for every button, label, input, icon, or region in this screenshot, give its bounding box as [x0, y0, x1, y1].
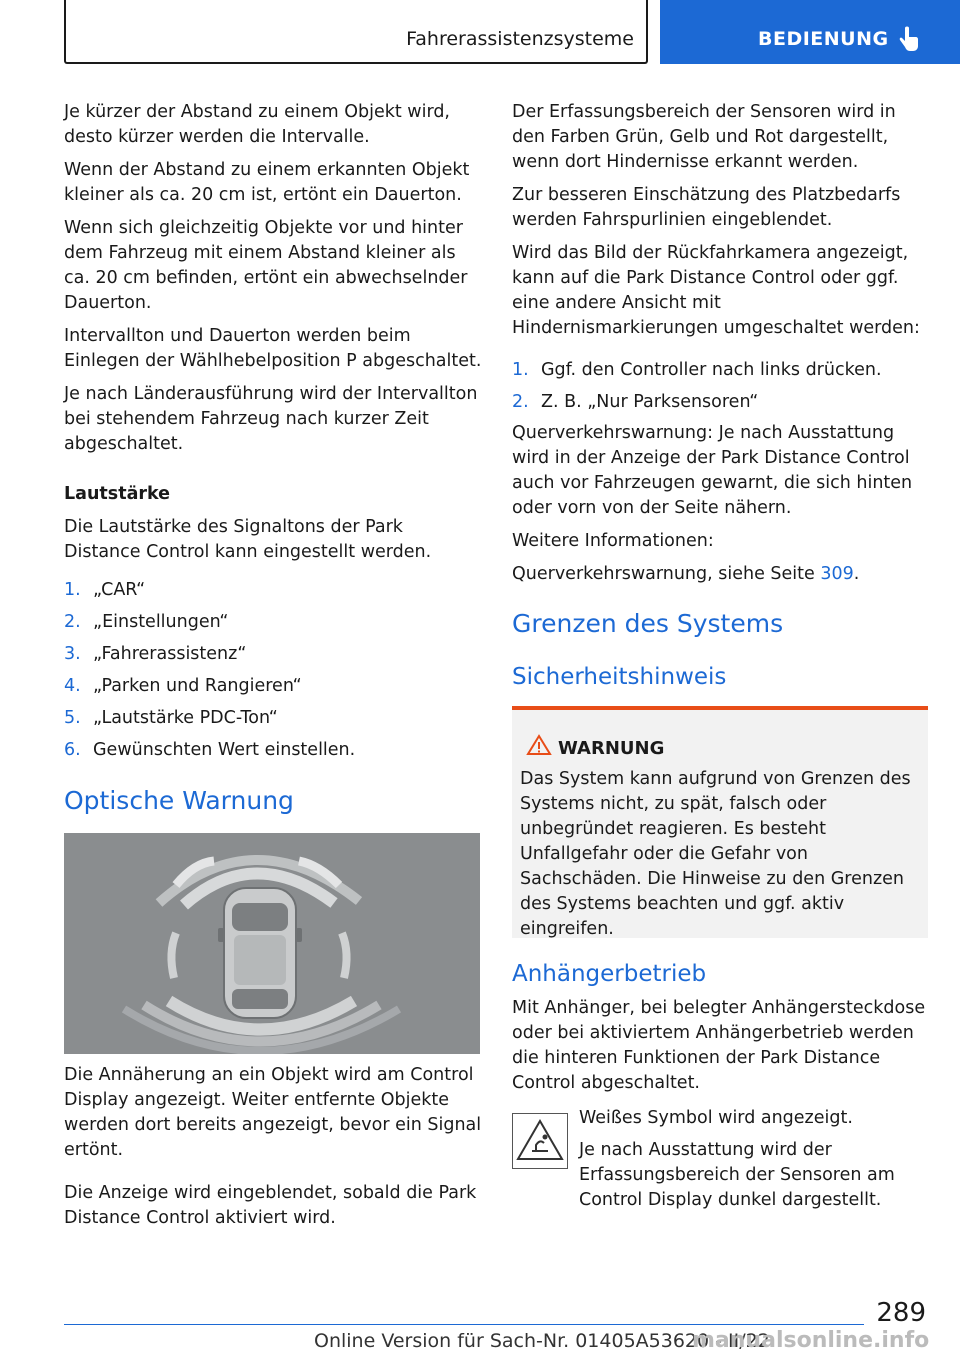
left-paragraph-4: Intervallton und Dauerton werden beim Einlegen der Wählhebelposition P abgeschaltet.: [64, 326, 482, 371]
list-item: 4. „Parken und Rangieren“: [64, 676, 302, 696]
left-paragraph-5: Je nach Länderausführung wird der Intervallton bei stehendem Fahrzeug nach kurzer Zeit abgeschaltet.: [64, 384, 478, 454]
warning-box: [512, 706, 928, 938]
warning-triangle-icon: [526, 734, 552, 756]
warning-title: WARNUNG: [558, 738, 665, 759]
symbol-text-1: Weißes Symbol wird angezeigt.: [579, 1108, 853, 1128]
list-item: 3. „Fahrerassistenz“: [64, 644, 247, 664]
header-chapter-title: BEDIENUNG: [758, 28, 889, 50]
trailer-text: Mit Anhänger, bei belegter Anhängersteckdose oder bei aktiviertem Anhängerbetrieb werden die hinteren Funktionen der Park Distance Control abgeschaltet.: [512, 998, 926, 1093]
right-paragraph-3: Wird das Bild der Rückfahrkamera angezeigt, kann auf die Park Distance Control oder ggf. eine andere Ansicht mit Hindernismarkierungen umgeschaltet werden:: [512, 243, 920, 338]
system-limits-heading: Grenzen des Systems: [512, 609, 784, 638]
watermark: manualsonline.info: [692, 1328, 930, 1353]
header-section-box: [64, 0, 648, 64]
left-paragraph-3: Wenn sich gleichzeitig Objekte vor und hinter dem Fahrzeug mit einem Abstand kleiner als ca. 20 cm befinden, ertönt ein abwechselnder Dauerton.: [64, 218, 468, 313]
left-last-paragraph: Die Anzeige wird eingeblendet, sobald die Park Distance Control aktiviert wird.: [64, 1183, 477, 1228]
right-paragraph-1: Der Erfassungsbereich der Sensoren wird in den Farben Grün, Gelb und Rot dargestellt, wenn dort Hindernisse erkannt werden.: [512, 102, 896, 172]
view-steps-list: [512, 358, 928, 422]
right-paragraph-2: Zur besseren Einschätzung des Platzbedarfs werden Fahrspurlinien eingeblendet.: [512, 185, 901, 230]
footer-divider: [64, 1324, 864, 1325]
list-item: 6. Gewünschten Wert einstellen.: [64, 740, 356, 760]
right-paragraph-4: Querverkehrswarnung: Je nach Ausstattung wird in der Anzeige der Park Distance Control auch vor Fahrzeugen gewarnt, die sich hinten oder vorn von der Seite nähern.: [512, 423, 913, 518]
hand-pointer-icon: [896, 26, 920, 54]
header-section-title: Fahrerassistenzsysteme: [406, 28, 634, 50]
left-paragraph-1: Je kürzer der Abstand zu einem Objekt wird, desto kürzer werden die Intervalle.: [64, 102, 450, 147]
volume-steps-list: [64, 578, 482, 770]
volume-text: Die Lautstärke des Signaltons der Park Distance Control kann eingestellt werden.: [64, 517, 432, 562]
cross-traffic-reference: Querverkehrswarnung, siehe Seite 309.: [512, 564, 860, 584]
list-item: 5. „Lautstärke PDC-Ton“: [64, 708, 278, 728]
optical-warning-heading: Optische Warnung: [64, 786, 294, 815]
volume-heading: Lautstärke: [64, 484, 171, 504]
symbol-text-2: Je nach Ausstattung wird der Erfassungsbereich der Sensoren am Control Display dunkel dargestellt.: [579, 1140, 895, 1210]
park-distance-control-image: [64, 833, 480, 1054]
warning-text: Das System kann aufgrund von Grenzen des Systems nicht, zu spät, falsch oder unbegründet reagieren. Es besteht Unfallgefahr oder die Gefahr von Sachschäden. Die Hinweise zu den Grenzen des Systems beachten und ggf. aktiv eingreifen.: [520, 769, 911, 939]
list-item: 2. „Einstellungen“: [64, 612, 229, 632]
footer-online-version: Online Version für Sach-Nr. 01405A53620 - II/22: [314, 1330, 770, 1352]
list-item: 2. Z. B. „Nur Parksensoren“: [512, 392, 759, 412]
trailer-heading: Anhängerbetrieb: [512, 961, 707, 987]
header-chapter-tab[interactable]: [660, 0, 960, 64]
page-link-309[interactable]: 309: [820, 564, 854, 584]
page-number: 289: [876, 1298, 926, 1328]
list-item: 1. „CAR“: [64, 580, 146, 600]
left-paragraph-2: Wenn der Abstand zu einem erkannten Objekt kleiner als ca. 20 cm ist, ertönt ein Dauerton.: [64, 160, 470, 205]
list-item: 1. Ggf. den Controller nach links drücken.: [512, 360, 882, 380]
right-paragraph-5: Weitere Informationen:: [512, 531, 714, 551]
image-caption: Die Annäherung an ein Objekt wird am Control Display angezeigt. Weiter entfernte Objekte werden dort bereits angezeigt, bevor ein Signal ertönt.: [64, 1065, 482, 1160]
safety-note-heading: Sicherheitshinweis: [512, 664, 727, 690]
